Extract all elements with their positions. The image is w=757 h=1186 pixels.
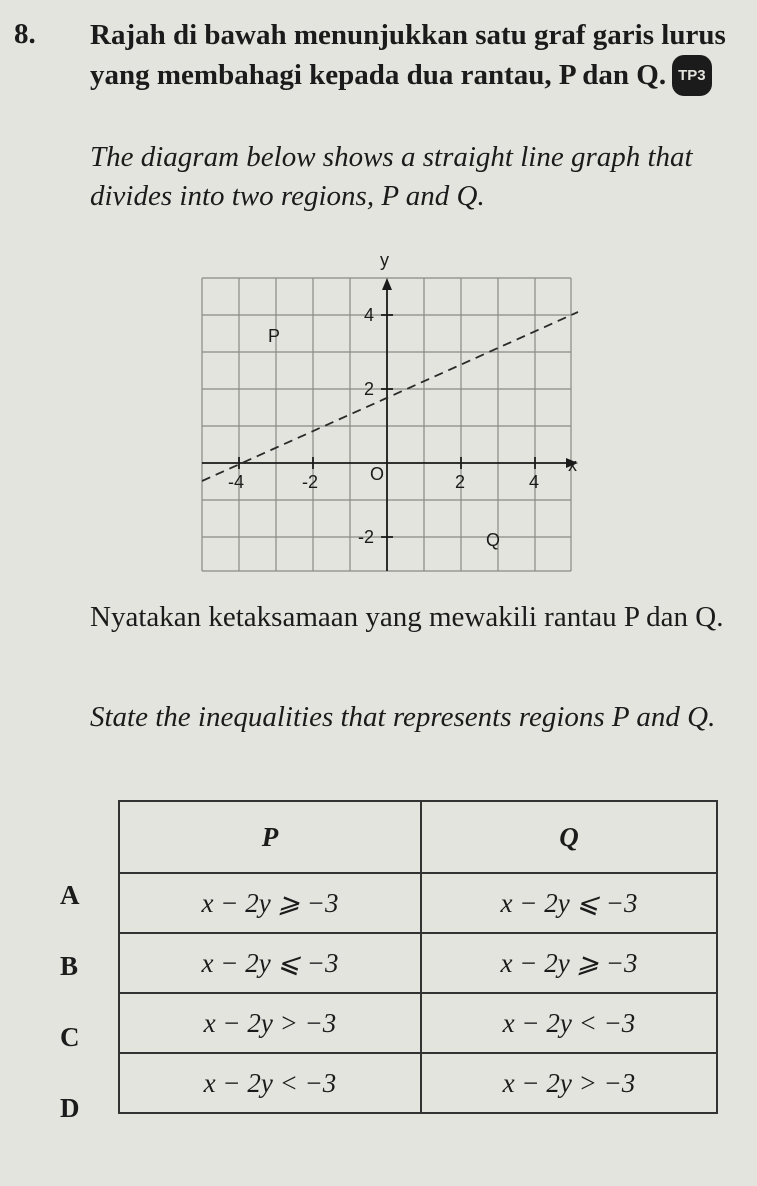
option-label: B — [60, 951, 79, 981]
y-tick-label: -2 — [358, 527, 375, 547]
table-row[interactable] — [119, 873, 717, 933]
option-p-cell: x − 2y > −3 — [119, 993, 421, 1053]
y-tick-label: 2 — [364, 379, 375, 399]
x-tick-label: 4 — [529, 472, 540, 492]
table-row[interactable] — [119, 1053, 717, 1113]
line-graph — [196, 248, 586, 578]
region-p-label: P — [268, 326, 281, 346]
y-axis-arrow — [382, 278, 392, 290]
options-table — [118, 800, 718, 1114]
instruction-english: State the inequalities that represents regions P and Q. — [90, 701, 716, 733]
malay-text: Rajah di bawah menunjukkan satu graf garis lurus yang membahagi kepada dua rantau, P dan Q. — [90, 19, 726, 91]
y-tick-label: 4 — [364, 305, 375, 325]
region-q-label: Q — [486, 530, 501, 550]
option-label: C — [60, 1022, 80, 1052]
table-header-row — [119, 801, 717, 873]
option-q-cell: x − 2y ⩾ −3 — [421, 933, 717, 993]
option-p-cell: x − 2y ⩾ −3 — [119, 873, 421, 933]
boundary-line — [202, 312, 578, 481]
option-label: D — [60, 1093, 80, 1123]
y-axis-label: y — [380, 250, 389, 270]
tp-badge: TP3 — [672, 55, 712, 96]
question-text-english: The diagram below shows a straight line graph that divides into two regions, P and Q. — [90, 141, 693, 212]
option-q-cell: x − 2y < −3 — [421, 993, 717, 1053]
x-tick-label: 2 — [455, 472, 466, 492]
option-p-cell: x − 2y ⩽ −3 — [119, 933, 421, 993]
table-row[interactable] — [119, 993, 717, 1053]
option-q-cell: x − 2y > −3 — [421, 1053, 717, 1113]
x-tick-label: -4 — [228, 472, 245, 492]
option-label: A — [60, 880, 80, 910]
question-text-malay — [90, 16, 730, 96]
table-row[interactable] — [119, 933, 717, 993]
option-q-cell: x − 2y ⩽ −3 — [421, 873, 717, 933]
instruction-malay: Nyatakan ketaksamaan yang mewakili rantau P dan Q. — [90, 601, 724, 633]
option-p-cell: x − 2y < −3 — [119, 1053, 421, 1113]
header-p: P — [119, 801, 421, 873]
x-tick-label: -2 — [302, 472, 319, 492]
question-number: 8. — [14, 18, 36, 50]
origin-label: O — [370, 464, 385, 484]
x-axis-label: x — [568, 455, 577, 475]
header-q: Q — [421, 801, 717, 873]
